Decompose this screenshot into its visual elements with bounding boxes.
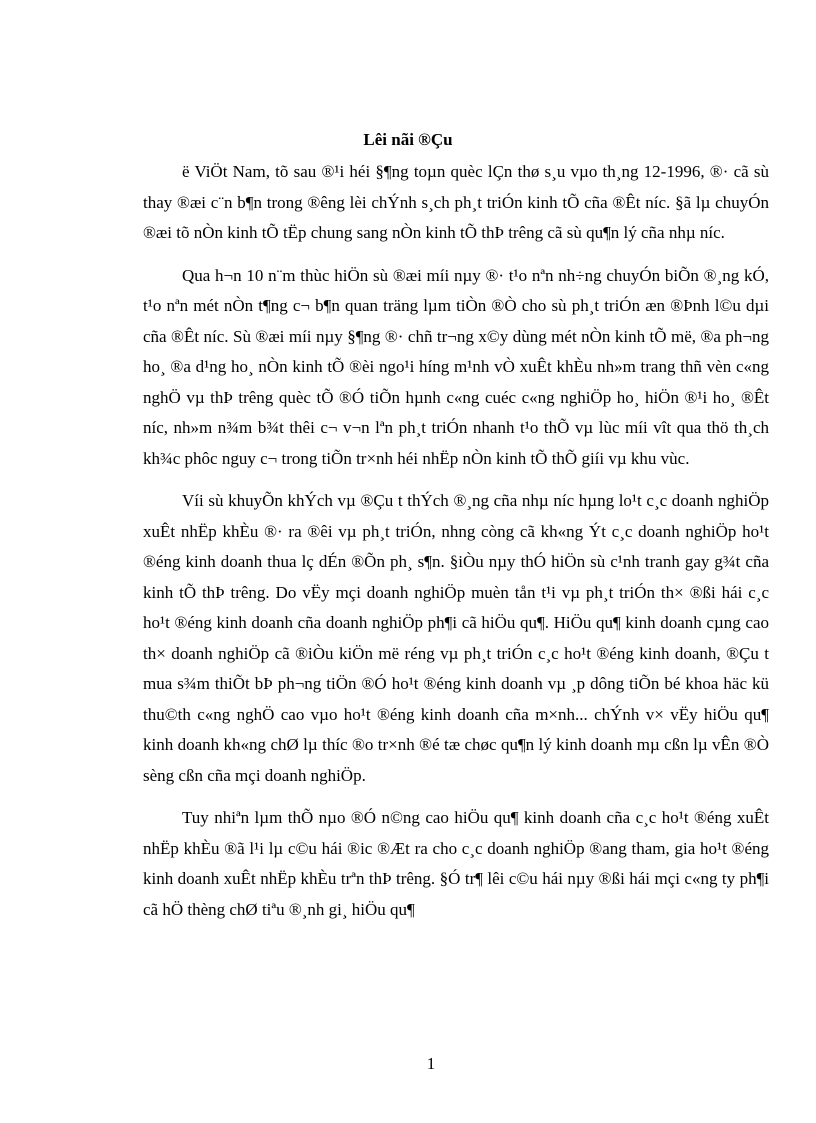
paragraph-1: ë ViÖt Nam, tõ sau ®¹i héi §¶ng toµn quèc lÇn thø s¸u vµo th¸ng 12-1996, ®· cã sù thay ®æi c¨n b¶n trong ®êng lèi chÝnh s¸ch ph¸t triÓn kinh tÕ cña ®Êt níc. §ã lµ chuyÓn ®æi tõ nÒn kinh tÕ tËp chung sang nÒn kinh tÕ thÞ trêng cã sù qu¶n lý cña nhµ níc. — [143, 162, 769, 242]
document-body — [143, 157, 769, 937]
paragraph-4: Tuy nhiªn lµm thÕ nµo ®Ó n©ng cao hiÖu qu¶ kinh doanh cña c¸c ho¹t ®éng xuÊt nhËp khÈu ®ã l¹i lµ c©u hái ®ic ®Æt ra cho c¸c doanh nghiÖp ®ang tham, gia ho¹t ®éng kinh doanh xuÊt nhËp khÈu trªn thÞ trêng. §Ó tr¶ lêi c©u hái nµy ®ßi hái mçi c«ng ty ph¶i cã hÖ thèng chØ tiªu ®¸nh gi¸ hiÖu qu¶ — [143, 808, 769, 919]
document-title: Lêi nãi ®Çu — [363, 130, 453, 149]
paragraph-3: Víi sù khuyÕn khÝch vµ ®Çu t thÝch ®¸ng cña nhµ níc hµng lo¹t c¸c doanh nghiÖp xuÊt nhËp khÈu ®· ra ®êi vµ ph¸t triÓn, nhng còng cã kh«ng Ýt c¸c doanh nghiÖp ho¹t ®éng kinh doanh thua lç dÉn ®Õn ph¸ s¶n. §iÒu nµy thÓ hiÖn sù c¹nh tranh gay g¾t cña kinh tÕ thÞ trêng. Do vËy mçi doanh nghiÖp muèn tån t¹i vµ ph¸t triÓn th× ®ßi hái c¸c ho¹t ®éng kinh doanh cña doanh nghiÖp ph¶i cã hiÖu qu¶. HiÖu qu¶ kinh doanh cµng cao th× doanh nghiÖp cã ®iÒu kiÖn më réng vµ ph¸t triÓn c¸c ho¹t ®éng kinh doanh, ®Çu t mua s¾m thiÕt bÞ ph¬ng tiÖn ®Ó ho¹t ®éng kinh doanh vµ ¸p dông tiÕn bé khoa häc kü thu©th c«ng nghÖ cao vµo ho¹t ®éng kinh doanh cña m×nh... chÝnh v× vËy hiÖu qu¶ kinh doanh kh«ng chØ lµ thíc ®o tr×nh ®é tæ chøc qu¶n lý kinh doanh mµ cßn lµ vÊn ®Ò sèng cßn cña mçi doanh nghiÖp. — [143, 491, 769, 785]
paragraph-2: Qua h¬n 10 n¨m thùc hiÖn sù ®æi míi nµy ®· t¹o nªn nh÷ng chuyÓn biÕn ®¸ng kÓ, t¹o nªn mét nÒn t¶ng c¬ b¶n quan träng lµm tiÒn ®Ò cho sù ph¸t triÓn æn ®Þnh l©u dµi cña ®Êt níc. Sù ®æi míi nµy §¶ng ®· chñ tr¬ng x©y dùng mét nÒn kinh tÕ më, ®a ph¬ng ho¸ ®a d¹ng ho¸ nÒn kinh tÕ ®èi ngo¹i híng m¹nh vÒ xuÊt khÈu nh»m trang thñ vèn c«ng nghÖ vµ thÞ trêng quèc tÕ ®Ó tiÕn hµnh c«ng cuéc c«ng nghiÖp ho¸ hiÖn ®¹i ho¸ ®Êt níc, nh»m n¾m b¾t thêi c¬ v¬n lªn ph¸t triÓn nhanh t¹o thÕ vµ lùc míi vît qua thö th¸ch kh¾c phôc nguy c¬ trong tiÕn tr×nh héi nhËp nÒn kinh tÕ thÕ giíi vµ khu vùc. — [143, 265, 769, 468]
page-number: 1 — [426, 1054, 436, 1073]
